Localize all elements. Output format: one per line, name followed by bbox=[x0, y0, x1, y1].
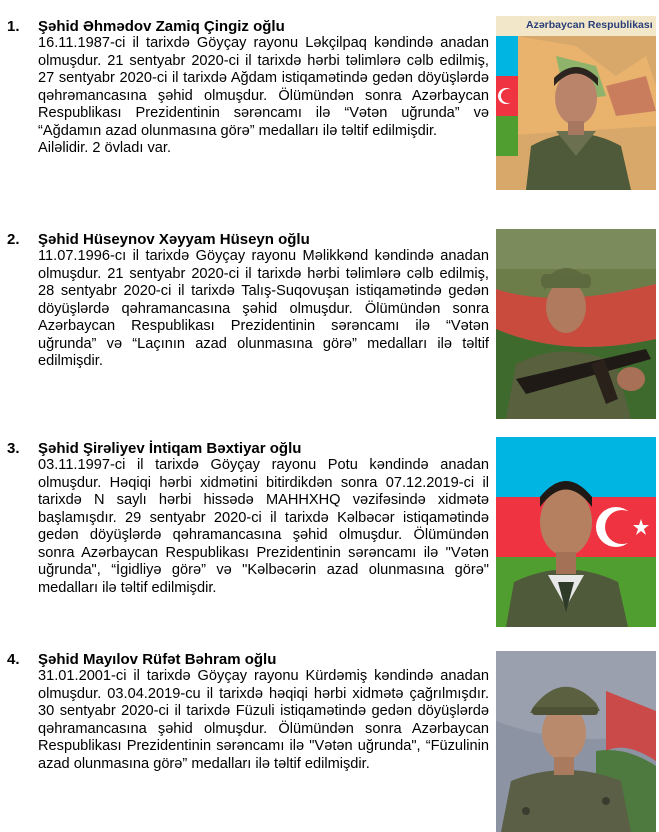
portrait-photo bbox=[496, 651, 656, 832]
portrait-4-image bbox=[496, 651, 656, 832]
entry-number: 2. bbox=[7, 231, 20, 248]
entry-bio-text: 03.11.1997-ci il tarixdə Göyçay rayonu Potu kəndində anadan olmuşdur. Həqiqi hərbi xidmətini bitirdikdən sonra 07.12.2019-ci il tarixdə N saylı hərbi hissədə MAHHXHQ vəzifəsində xidmətə başlamışdır. 29 sentyabr 2020-ci il tarixdə Kəlbəcər istiqamətində gedən döyüşlərdə qəhramancasına şəhid olmuşdur. Ölümündən sonra Azərbaycan Respublikası Prezidentinin sərəncamı ilə "Vətən uğrunda", “İgidliyə görə” və "Kəlbəcərin azad olunmasına görə" medalları ilə təltif edilmişdir. bbox=[38, 457, 489, 596]
flag-icon bbox=[496, 36, 518, 156]
entry-name: Şəhid Əhmədov Zamiq Çingiz oğlu bbox=[38, 18, 285, 35]
portrait-photo bbox=[496, 437, 656, 627]
portrait-1-image bbox=[496, 16, 656, 190]
entry-bio bbox=[38, 248, 489, 371]
entry-bio-text: 11.07.1996-cı il tarixdə Göyçay rayonu Məlikkənd kəndində anadan olmuşdur. 21 sentyabr 2020-ci il tarixdə hərbi təlimlərə cəlb edilmiş, 28 sentyabr 2020-ci il tarixdə Talış-Suqovuşan istiqamətində gedən döyüşlərdə qəhramancasına şəhid olmuşdur. Ölümündən sonra Azərbaycan Respublikası Prezidentinin sərəncamı ilə “Vətən uğrunda” və “Laçının azad olunmasına görə” medalları ilə təltif edilmişdir. bbox=[38, 248, 489, 369]
entry-number: 4. bbox=[7, 651, 20, 668]
entry-bio-text: 16.11.1987-ci il tarixdə Göyçay rayonu Ləkçilpaq kəndində anadan olmuşdur. 21 sentyabr 2020-ci il tarixdə hərbi təlimlərə cəlb edilmiş, 27 sentyabr 2020-ci il tarixdə Ağdam istiqamətində gedən döyüşlərdə qəhrəmancasına şəhid olmuşdur. Ölümündən sonra Azərbaycan Respublikası Prezidentinin sərəncamı ilə “Vətən uğrunda” və “Ağdamın azad olunmasına görə” medalları ilə təltif edilmişdir. bbox=[38, 35, 489, 139]
entry-3 bbox=[0, 440, 659, 630]
entry-4 bbox=[0, 651, 659, 832]
entry-number: 3. bbox=[7, 440, 20, 457]
portrait-2-image bbox=[496, 229, 656, 419]
entry-bio bbox=[38, 668, 489, 773]
entry-number: 1. bbox=[7, 18, 20, 35]
portrait-photo bbox=[496, 16, 656, 190]
entry-bio bbox=[38, 457, 489, 597]
entry-name: Şəhid Hüseynov Xəyyam Hüseyn oğlu bbox=[38, 231, 310, 248]
photo-caption: Azərbaycan Respublikası bbox=[526, 19, 653, 31]
entry-name: Şəhid Mayılov Rüfət Bəhram oğlu bbox=[38, 651, 277, 668]
entry-1 bbox=[0, 18, 659, 193]
portrait-3-image bbox=[496, 437, 656, 627]
entry-name: Şəhid Şirəliyev İntiqam Bəxtiyar oğlu bbox=[38, 440, 302, 457]
entry-2 bbox=[0, 231, 659, 421]
entry-bio-text: 31.01.2001-ci il tarixdə Göyçay rayonu Kürdəmiş kəndində anadan olmuşdur. 03.04.2019-cu il tarixdə həqiqi hərbi xidmətə çağrılmışdır. 30 sentyabr 2020-ci il tarixdə Füzuli istiqamətində gedən döyüşlərdə qəhramancasına şəhid olmuşdur. Ölümündən sonra Azərbaycan Respublikası Prezidentinin sərəncamı ilə "Vətən uğrunda", “Füzulinin azad olunmasına görə” medalları ilə təltif edilmişdir. bbox=[38, 668, 489, 772]
entry-bio bbox=[38, 35, 489, 158]
entry-extra-text: Ailəlidir. 2 övladı var. bbox=[38, 140, 172, 156]
portrait-photo bbox=[496, 229, 656, 419]
